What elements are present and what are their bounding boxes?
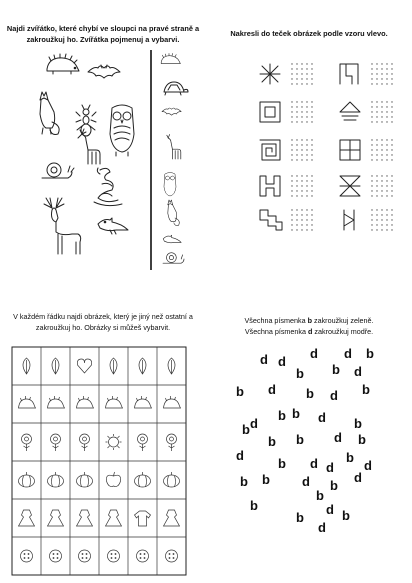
hedgehog-icon[interactable] (77, 396, 94, 408)
pattern-star (260, 64, 280, 84)
button-icon[interactable] (21, 550, 33, 562)
dress-icon[interactable] (164, 510, 180, 526)
pumpkin-icon[interactable] (135, 472, 151, 487)
deer-large-icon (44, 198, 81, 254)
letter-b[interactable]: b (278, 456, 286, 471)
snake-icon (94, 168, 122, 206)
hedgehog-icon[interactable] (164, 396, 181, 408)
snail-icon (163, 253, 184, 264)
pattern-h (260, 176, 280, 196)
task4-line2-pre: Všechna písmenka (244, 326, 309, 336)
leaf-icon[interactable] (139, 358, 146, 374)
letter-b[interactable]: b (268, 434, 276, 449)
dress-icon[interactable] (106, 510, 122, 526)
heart-icon[interactable] (77, 359, 91, 373)
task4-letters (206, 300, 412, 583)
task4-line2-post: zakroužkuj modře. (312, 326, 374, 336)
button-icon[interactable] (79, 550, 91, 562)
hedgehog-icon[interactable] (48, 396, 65, 408)
pattern-hourglass (340, 176, 360, 196)
letter-d[interactable]: d (310, 346, 318, 361)
flower-icon[interactable] (22, 434, 32, 451)
bat-icon (88, 65, 120, 78)
task1-instruction-line2: zakroužkuj ho. Zvířátka pojmenuj a vybarvi. (26, 34, 180, 44)
letter-d[interactable]: d (310, 456, 318, 471)
pumpkin-icon[interactable] (48, 472, 64, 487)
dot-grid[interactable] (371, 209, 392, 230)
letter-b[interactable]: b (358, 432, 366, 447)
task4-line1-letter: b (307, 316, 312, 325)
letter-b[interactable]: b (366, 346, 374, 361)
letter-d[interactable]: d (260, 352, 268, 367)
letter-b[interactable]: b (332, 362, 340, 377)
letter-b[interactable]: b (296, 366, 304, 381)
pattern-steps (260, 210, 282, 230)
button-icon[interactable] (166, 550, 178, 562)
pattern-spiral (260, 140, 280, 160)
task3-panel (0, 300, 206, 583)
hedgehog-icon (47, 54, 79, 74)
button-icon[interactable] (137, 550, 149, 562)
task3-instruction-line2: zakroužkuj ho. Obrázky si můžeš vybarvit. (35, 322, 171, 332)
letter-d[interactable]: d (268, 382, 276, 397)
task3-instruction-line1: V každém řádku najdi obrázek, který je jiný než ostatní a (13, 312, 193, 321)
task1-panel (0, 0, 206, 290)
pattern-squares (260, 102, 280, 122)
pattern-window (340, 140, 360, 160)
hedgehog-icon (161, 53, 180, 63)
letter-b[interactable]: b (250, 498, 258, 513)
dress-icon[interactable] (77, 510, 93, 526)
pumpkin-icon[interactable] (19, 472, 35, 487)
bat-icon (162, 108, 181, 115)
leaf-icon[interactable] (23, 358, 30, 374)
letter-d[interactable]: d (364, 458, 372, 473)
task1-instruction-line1: Najdi zvířátko, které chybí ve sloupci na pravé straně a (6, 24, 200, 33)
shirt-icon[interactable] (135, 511, 151, 526)
dot-grid[interactable] (371, 101, 392, 122)
deer-icon (167, 135, 181, 160)
letter-d[interactable]: d (354, 470, 362, 485)
letter-d[interactable]: d (354, 364, 362, 379)
fox-icon (168, 200, 179, 226)
dot-grid[interactable] (291, 209, 312, 230)
hedgehog-icon[interactable] (106, 396, 123, 408)
task2-drawing (206, 0, 412, 290)
letter-b[interactable]: b (316, 488, 324, 503)
sun-icon[interactable] (106, 434, 122, 450)
dot-grid[interactable] (371, 139, 392, 160)
hedgehog-icon[interactable] (135, 396, 152, 408)
letter-b[interactable]: b (278, 408, 286, 423)
owl-icon (110, 105, 134, 156)
letter-d[interactable]: d (344, 346, 352, 361)
dot-grid[interactable] (371, 175, 392, 196)
dot-grid[interactable] (371, 63, 392, 84)
button-icon[interactable] (108, 550, 120, 562)
letter-b[interactable]: b (306, 386, 314, 401)
letter-b[interactable]: b (354, 416, 362, 431)
turtle-icon (164, 82, 188, 95)
letter-b[interactable]: b (242, 422, 250, 437)
letter-b[interactable]: b (362, 382, 370, 397)
task4-line1-post: zakroužkuj zeleně. (312, 316, 374, 325)
letter-b[interactable]: b (240, 474, 248, 489)
dress-icon[interactable] (48, 510, 64, 526)
pumpkin-icon[interactable] (77, 472, 93, 487)
pattern-triangles (340, 102, 360, 120)
letter-b[interactable]: b (346, 450, 354, 465)
task3-drawing (0, 300, 206, 583)
owl-icon (164, 173, 176, 197)
letter-b[interactable]: b (292, 406, 300, 421)
leaf-icon[interactable] (52, 358, 59, 374)
dot-grid[interactable] (291, 63, 312, 84)
hedgehog-icon[interactable] (19, 396, 36, 408)
letter-d[interactable]: d (236, 448, 244, 463)
flower-icon[interactable] (138, 434, 148, 451)
pumpkin-icon[interactable] (164, 472, 180, 487)
letter-d[interactable]: d (326, 460, 334, 475)
dot-grid[interactable] (291, 175, 312, 196)
dot-grid[interactable] (291, 101, 312, 122)
letter-d[interactable]: d (278, 354, 286, 369)
task4-line2-letter: d (308, 326, 313, 336)
task2-instruction: Nakresli do teček obrázek podle vzoru vlevo. (230, 29, 388, 38)
letter-d[interactable]: d (326, 502, 334, 517)
letter-d[interactable]: d (302, 474, 310, 489)
letter-b[interactable]: b (236, 384, 244, 399)
task2-panel (206, 0, 412, 290)
flower-icon[interactable] (80, 434, 90, 451)
task4-line1-pre: Všechna písmenka (244, 316, 308, 325)
letter-d[interactable]: d (318, 410, 326, 425)
task1-drawing (0, 0, 206, 290)
task4-panel (206, 300, 412, 583)
flower-icon[interactable] (51, 434, 61, 451)
letter-d[interactable]: d (330, 388, 338, 403)
letter-b[interactable]: b (296, 432, 304, 447)
button-icon[interactable] (50, 550, 62, 562)
letter-b[interactable]: b (342, 508, 350, 523)
bird-icon (163, 235, 181, 243)
dress-icon[interactable] (19, 510, 35, 526)
letter-b[interactable]: b (296, 510, 304, 525)
leaf-icon[interactable] (168, 358, 175, 374)
leaf-icon[interactable] (110, 358, 117, 374)
pattern-open-square (340, 64, 358, 84)
flower-icon[interactable] (167, 434, 177, 451)
snail-icon (42, 163, 74, 178)
letter-d[interactable]: d (334, 430, 342, 445)
letter-d[interactable]: d (250, 416, 258, 431)
ant-icon (76, 105, 96, 136)
letter-d[interactable]: d (318, 520, 326, 535)
apple-icon[interactable] (106, 472, 120, 486)
pattern-arrow (344, 210, 354, 230)
fox-icon (40, 92, 59, 135)
dot-grid[interactable] (291, 139, 312, 160)
letter-b[interactable]: b (262, 472, 270, 487)
letter-b[interactable]: b (330, 478, 338, 493)
bird-icon (98, 218, 128, 234)
